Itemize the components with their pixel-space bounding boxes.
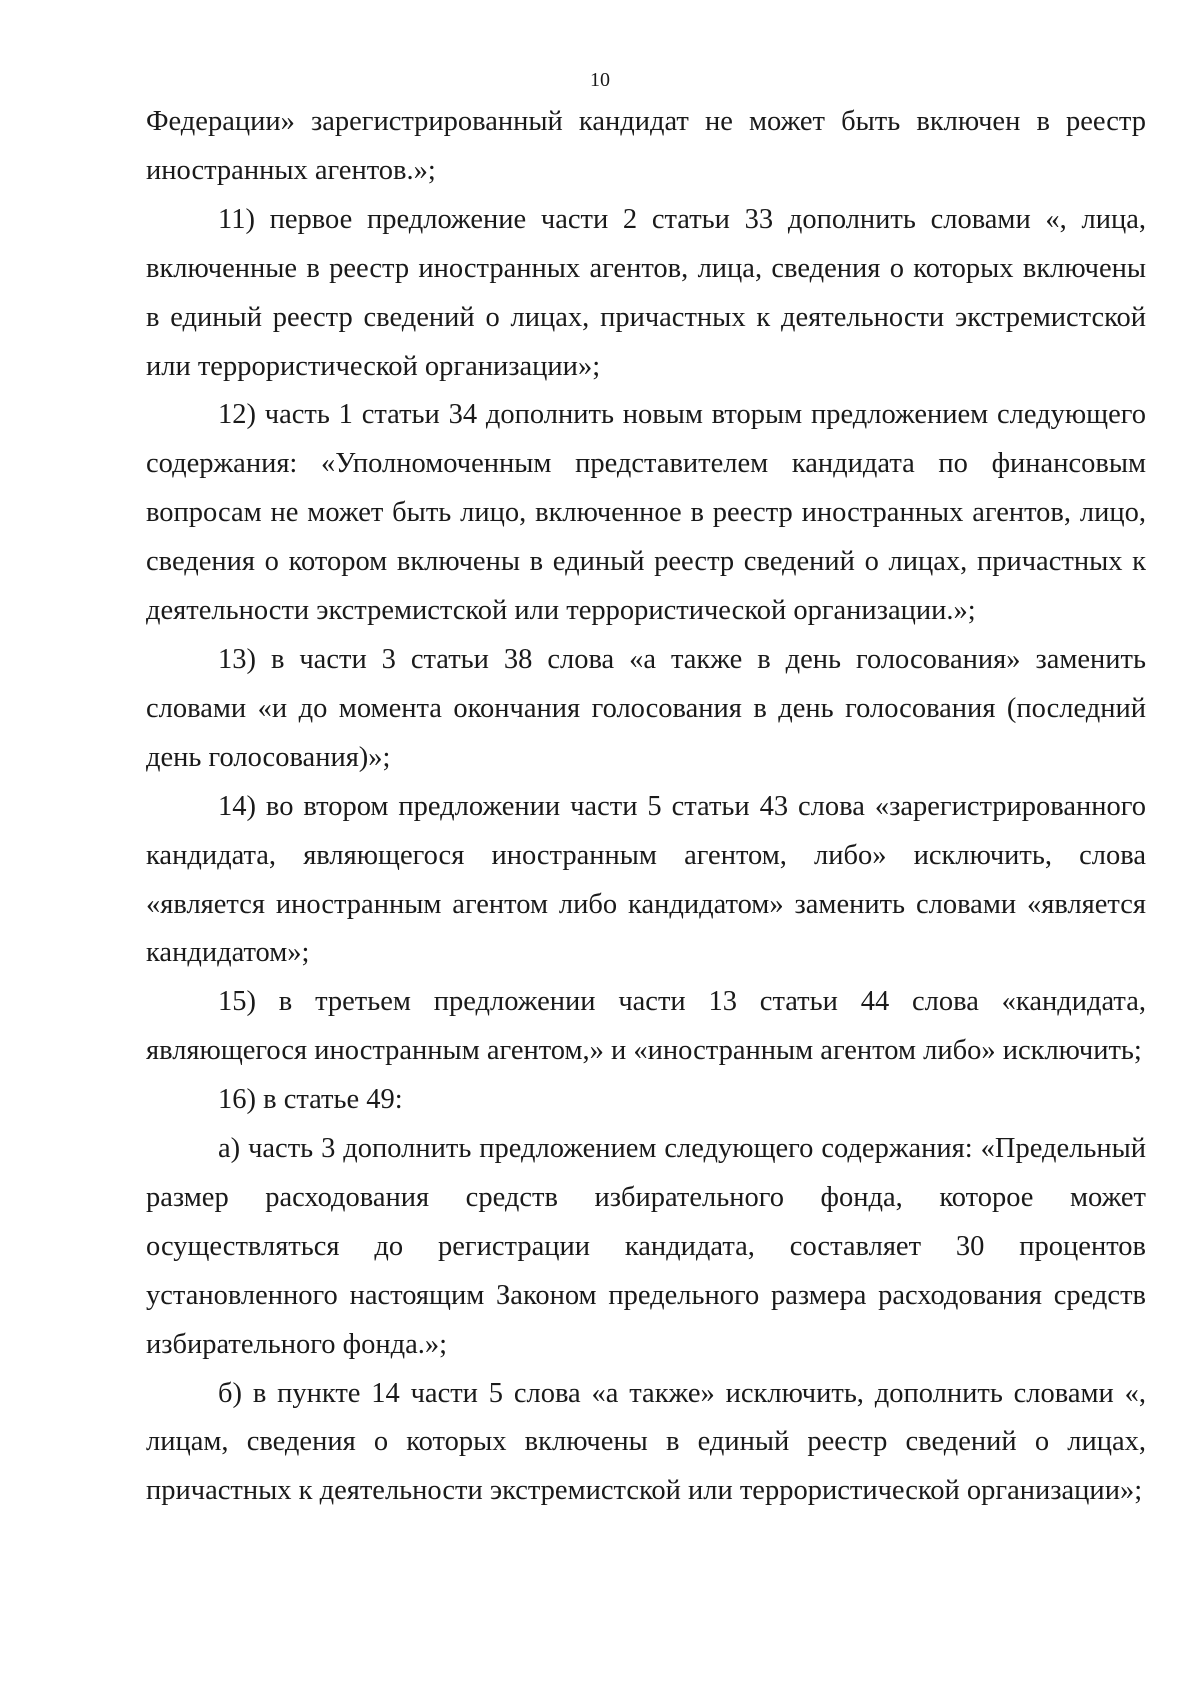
paragraph-item-16: 16) в статье 49:: [218, 1084, 403, 1116]
paragraph-item-15: 15) в третьем предложении части 13 статьи 44 слова «кандидата, являющегося иностранным агентом,» и «иностранным агентом либо» исключить;: [146, 986, 1146, 1067]
paragraph-continuation: Федерации» зарегистрированный кандидат не может быть включен в реестр иностранных агентов.»;: [146, 106, 1146, 186]
paragraph-subitem-a: а) часть 3 дополнить предложением следующего содержания: «Предельный размер расходования средств избирательного фонда, которое может осуществляться до регистрации кандидата, составляет 30 процентов установленного настоящим Законом предельного размера расходования средств избирательного фонда.»;: [146, 1133, 1146, 1360]
document-body: [146, 98, 1146, 1516]
paragraph-item-12: 12) часть 1 статьи 34 дополнить новым вторым предложением следующего содержания: «Уполномоченным представителем кандидата по финансовым вопросам не может быть лицо, включенное в реестр иностранных агентов, лицо, сведения о котором включены в единый реестр сведений о лицах, причастных к деятельности экстремистской или террористической организации.»;: [146, 399, 1146, 627]
paragraph-item-14: 14) во втором предложении части 5 статьи 43 слова «зарегистрированного кандидата, являющегося иностранным агентом, либо» исключить, слова «является иностранным агентом либо кандидатом» заменить словами «является кандидатом»;: [146, 790, 1146, 969]
paragraph-subitem-b: б) в пункте 14 части 5 слова «а также» исключить, дополнить словами «, лицам, сведения о которых включены в единый реестр сведений о лицах, причастных к деятельности экстремистской или террористической организации»;: [146, 1377, 1146, 1507]
page-number: 10: [590, 69, 610, 91]
paragraph-item-11: 11) первое предложение части 2 статьи 33 дополнить словами «, лица, включенные в реестр иностранных агентов, лица, сведения о которых включены в единый реестр сведений о лицах, причастных к деятельности экстремистской или террористической организации»;: [146, 203, 1146, 382]
paragraph-item-13: 13) в части 3 статьи 38 слова «а также в день голосования» заменить словами «и до момента окончания голосования в день голосования (последний день голосования)»;: [146, 643, 1146, 773]
